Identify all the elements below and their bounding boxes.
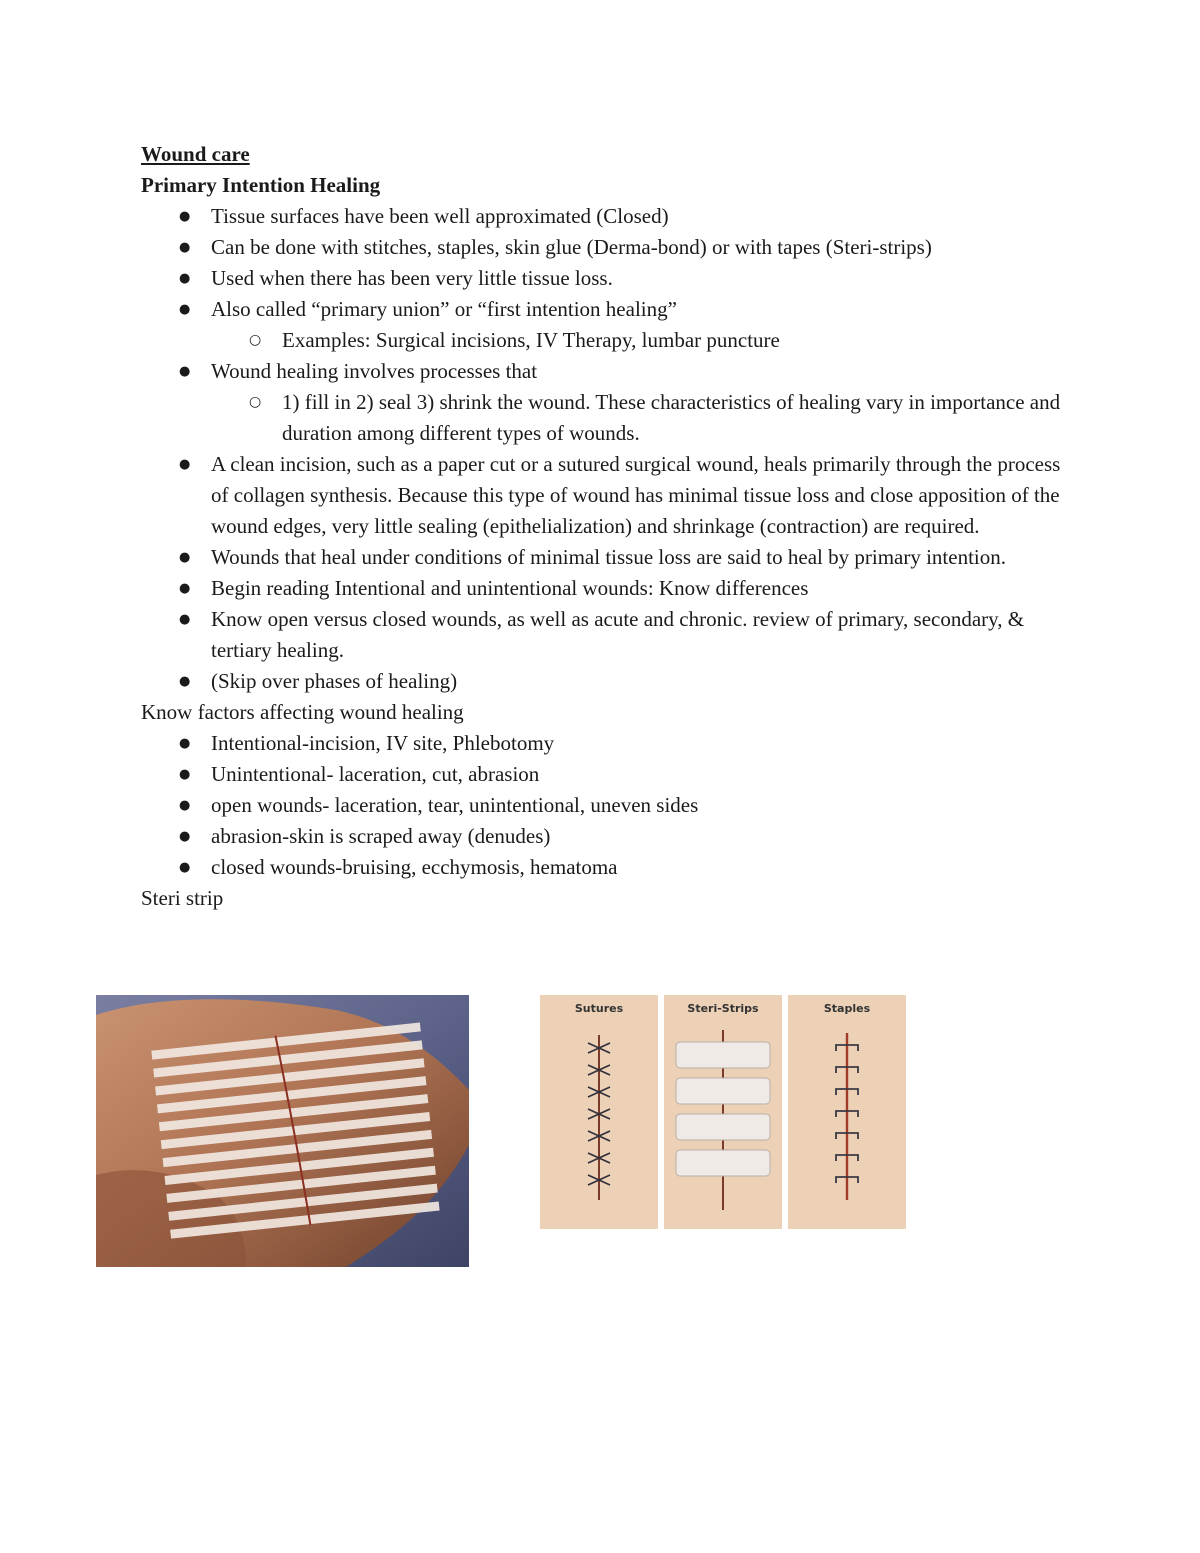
list-item: ● Wound healing involves processes that xyxy=(141,356,1071,387)
list-item: ● Tissue surfaces have been well approximated (Closed) xyxy=(141,201,1071,232)
list-item: ● Also called “primary union” or “first intention healing” xyxy=(141,294,1071,325)
list-item: ● open wounds- laceration, tear, unintentional, uneven sides xyxy=(141,790,1071,821)
sub-list-item: ○ 1) fill in 2) seal 3) shrink the wound. These characteristics of healing vary in importance and duration among different types of wounds. xyxy=(141,387,1071,449)
list-item: ● Wounds that heal under conditions of minimal tissue loss are said to heal by primary intention. xyxy=(141,542,1071,573)
list-item: ● closed wounds-bruising, ecchymosis, hematoma xyxy=(141,852,1071,883)
wound-closure-diagram xyxy=(540,995,906,1229)
staples-label: Staples xyxy=(823,1002,871,1015)
document-body xyxy=(141,139,1071,914)
list-item: ● Can be done with stitches, staples, skin glue (Derma-bond) or with tapes (Steri-strips) xyxy=(141,232,1071,263)
steri-strip-photo xyxy=(96,995,469,1267)
sub-list-item: ○ Examples: Surgical incisions, IV Therapy, lumbar puncture xyxy=(141,325,1071,356)
list-item: ● (Skip over phases of healing) xyxy=(141,666,1071,697)
list-item: ● Intentional-incision, IV site, Phlebotomy xyxy=(141,728,1071,759)
list-item: ● A clean incision, such as a paper cut or a sutured surgical wound, heals primarily through the process of collagen synthesis. Because this type of wound has minimal tissue loss and close apposition of the wound edges, very little sealing (epithelialization) and shrinkage (contraction) are required. xyxy=(141,449,1071,542)
factors-list xyxy=(141,728,1071,883)
list-item: ● Unintentional- laceration, cut, abrasion xyxy=(141,759,1071,790)
list-item: ● Know open versus closed wounds, as well as acute and chronic. review of primary, secondary, & tertiary healing. xyxy=(141,604,1071,666)
sutures-panel xyxy=(540,995,658,1229)
sutures-label: Sutures xyxy=(574,1002,624,1015)
steri-strip-label: Steri strip xyxy=(141,886,224,910)
steri-strips-panel xyxy=(664,995,782,1229)
factors-heading: Know factors affecting wound healing xyxy=(141,700,464,724)
steri-strips-label: Steri-Strips xyxy=(687,1002,759,1015)
list-item: ● Begin reading Intentional and unintentional wounds: Know differences xyxy=(141,573,1071,604)
list-item: ● abrasion-skin is scraped away (denudes) xyxy=(141,821,1071,852)
page-title: Wound care xyxy=(141,142,250,166)
primary-intention-list xyxy=(141,201,1071,697)
list-item: ● Used when there has been very little tissue loss. xyxy=(141,263,1071,294)
section-heading: Primary Intention Healing xyxy=(141,173,381,197)
staples-panel xyxy=(788,995,906,1229)
